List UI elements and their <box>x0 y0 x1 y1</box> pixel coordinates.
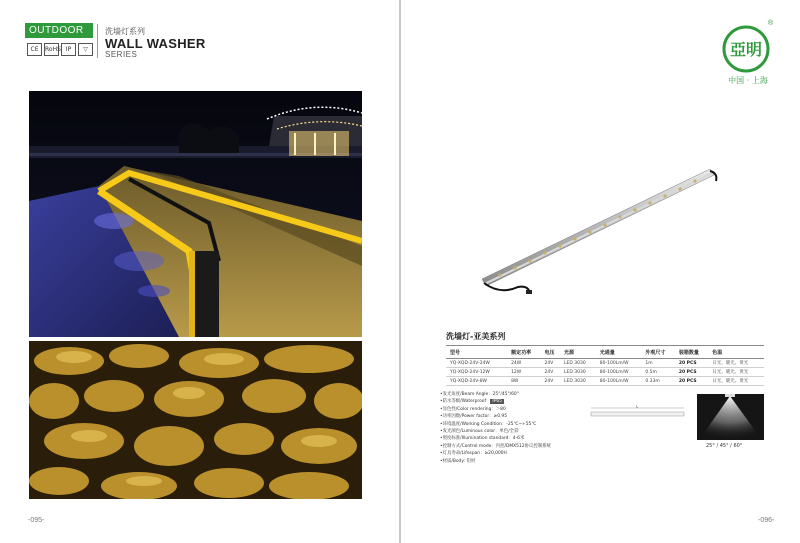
spec-lifespan: •灯具寿命/Lifespan：≥20,000H <box>440 451 507 457</box>
table-cell: 20 PCS <box>675 377 708 386</box>
spec-luminous-color: •发光颜色/Luminous color：单色/全彩 <box>440 429 519 435</box>
table-cell: 日光、暖光、黄光 <box>708 377 764 386</box>
table-row <box>446 377 764 386</box>
triangle-cert-icon: ▽ <box>78 43 93 56</box>
spec-list <box>440 391 551 465</box>
table-cell: 24W <box>507 359 540 368</box>
series-subtitle: SERIES <box>105 50 138 59</box>
logo-text: 亞明 <box>729 40 763 59</box>
header-packing: 装箱数量 <box>675 346 708 359</box>
spec-color-rendering: •显色性/Color rendering：＞80 <box>440 406 506 412</box>
table-cell: LED 3030 <box>560 359 596 368</box>
table-cell: 24V <box>540 377 560 386</box>
spec-waterproof-label: •防水等级/Waterproof： <box>440 399 491 405</box>
category-tab: OUTDOOR <box>25 23 93 38</box>
left-page <box>0 0 399 543</box>
logo-caption: 中国 · 上海 <box>728 76 768 85</box>
table-cell: LED 3030 <box>560 377 596 386</box>
table-cell: 24V <box>540 368 560 377</box>
spec-illumination-standard: •照度标准/Illumination standard：4-6米 <box>440 436 525 442</box>
series-title: WALL WASHER <box>105 36 206 51</box>
table-cell: LED 3030 <box>560 368 596 377</box>
certification-icons <box>27 43 93 56</box>
page-number: -095- <box>28 517 45 524</box>
table-cell: 24V <box>540 359 560 368</box>
table-cell: 0.5m <box>641 368 674 377</box>
header-luminous-flux: 光通量 <box>596 346 642 359</box>
table-cell: YQ-XQD-24V-24W <box>446 359 507 368</box>
header-color-temp: 色温 <box>708 346 764 359</box>
spec-beam-angle: •发光角度/Beam Angle：25°/45°/60° <box>440 392 519 397</box>
night-pavilion-photo <box>29 91 362 337</box>
spec-waterproof <box>440 398 551 405</box>
ce-cert-icon: CE <box>27 43 42 56</box>
header-model: 型号 <box>446 346 507 359</box>
table-cell: 20 PCS <box>675 368 708 377</box>
beam-angle-diagram <box>697 394 764 440</box>
product-title: 洗墙灯-亚美系列 <box>446 332 506 341</box>
series-name-cn: 洗墙灯系列 <box>105 27 145 36</box>
table-cell: 8W <box>507 377 540 386</box>
spec-working-condition: •环境温度/Working Condition：-25℃~+55℃ <box>440 421 537 427</box>
rock-wall-photo <box>29 341 362 499</box>
header-voltage: 电压 <box>540 346 560 359</box>
table-cell: 20 PCS <box>675 359 708 368</box>
spec-table <box>446 345 764 386</box>
registered-mark: ® <box>768 20 774 27</box>
spec-control-mode: •控制方式/Control mode：内控/DMX512协议控制系统 <box>440 443 551 449</box>
table-cell: YQ-XQD-24V-12W <box>446 368 507 377</box>
table-cell: YQ-XQD-24V-8W <box>446 377 507 386</box>
dimension-drawing <box>590 405 685 419</box>
header-light-source: 光源 <box>560 346 596 359</box>
spec-power-factor: •功率因数/Power factor：≥0.95 <box>440 414 508 420</box>
table-cell: 1m <box>641 359 674 368</box>
spec-table-header <box>446 346 764 359</box>
spec-body: •材质/Body: 铝材 <box>440 458 476 464</box>
waterproof-badge: IP65 <box>492 399 502 405</box>
table-cell: 80-100Lm/W <box>596 359 642 368</box>
header-divider <box>97 24 98 58</box>
table-row <box>446 368 764 377</box>
wall-washer-product-image <box>470 155 730 315</box>
rohs-cert-icon: RoHS <box>44 43 59 56</box>
ip-cert-icon: IP <box>61 43 76 56</box>
table-cell: 日光、暖光、黄光 <box>708 368 764 377</box>
table-cell: 日光、暖光、黄光 <box>708 359 764 368</box>
beam-caption: 25° / 45° / 60° <box>706 443 743 449</box>
header-power: 额定功率 <box>507 346 540 359</box>
table-cell: 12W <box>507 368 540 377</box>
table-row <box>446 359 764 368</box>
dimension-label: L <box>635 405 639 409</box>
table-cell: 80-100Lm/W <box>596 377 642 386</box>
table-cell: 80-100Lm/W <box>596 368 642 377</box>
yaming-logo <box>722 25 770 73</box>
page-number: -096- <box>758 517 775 524</box>
table-cell: 0.33m <box>641 377 674 386</box>
header-dimensions: 外观尺寸 <box>641 346 674 359</box>
